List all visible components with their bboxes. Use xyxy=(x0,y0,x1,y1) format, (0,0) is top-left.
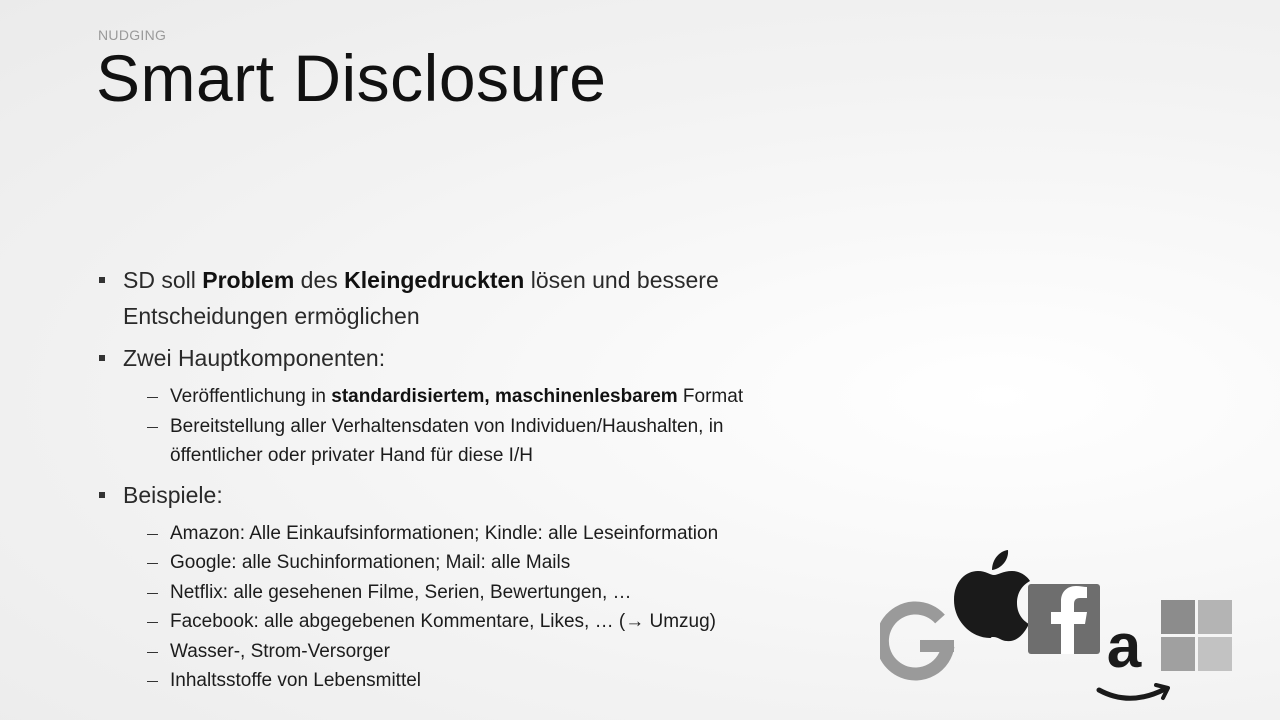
google-icon xyxy=(882,608,954,674)
sub-bullet-item xyxy=(98,637,798,667)
bullet-text: Zwei Hauptkomponenten: xyxy=(123,345,386,371)
sub-bullet-text: Facebook: alle abgegebenen Kommentare, Likes, … (→ Umzug) xyxy=(170,611,716,632)
sub-bullet-list xyxy=(98,519,798,696)
sub-bullet-item xyxy=(98,607,798,637)
facebook-icon xyxy=(1028,584,1100,654)
dash-marker xyxy=(147,593,158,594)
bullet-text: des xyxy=(294,267,345,293)
bullet-item xyxy=(98,340,798,376)
sub-bullet-item xyxy=(98,578,798,608)
slide-title: Smart Disclosure xyxy=(96,41,607,115)
sub-bullet-list xyxy=(98,382,798,471)
sub-bullet-text: Veröffentlichung in xyxy=(170,386,332,407)
bullet-item xyxy=(98,477,798,513)
logos-graphic xyxy=(880,545,1240,715)
sub-bullet-text: Inhaltsstoffe von Lebensmittel xyxy=(170,670,422,691)
dash-marker xyxy=(147,397,158,398)
sub-bullet-bold: standardisiertem, maschinenlesbarem xyxy=(331,386,678,407)
bullet-text: Beispiele: xyxy=(123,481,223,508)
bullet-marker xyxy=(99,355,105,361)
dash-marker xyxy=(147,622,158,623)
bullet-text: SD soll xyxy=(123,267,203,293)
sub-bullet-item xyxy=(98,666,798,696)
apple-icon xyxy=(954,550,1030,641)
sub-bullet-item xyxy=(98,382,798,412)
sub-bullet-item xyxy=(98,548,798,578)
sub-bullet-text: Google: alle Suchinformationen; Mail: alle Mails xyxy=(170,552,571,573)
bullet-marker xyxy=(99,277,105,283)
sub-bullet-item xyxy=(98,412,798,471)
bullet-item xyxy=(98,262,798,334)
company-logos xyxy=(880,545,1240,715)
dash-marker xyxy=(147,681,158,682)
sub-bullet-text: Format xyxy=(677,386,744,407)
section-kicker: NUDGING xyxy=(98,27,167,43)
bullet-bold: Kleingedruckten xyxy=(344,267,525,293)
sub-bullet-text: Netflix: alle gesehenen Filme, Serien, Bewertungen, … xyxy=(170,581,632,603)
dash-marker xyxy=(147,427,158,428)
dash-marker xyxy=(147,652,158,653)
sub-bullet-text: Bereitstellung aller Verhaltensdaten von Individuen/Haushalten, in öffentlicher oder privater Hand für diese I/H xyxy=(170,415,724,466)
amazon-icon xyxy=(1099,612,1168,698)
bullet-marker xyxy=(99,492,105,498)
bullet-text: lösen und bessere Entscheidungen ermöglichen xyxy=(123,267,719,329)
svg-text:a: a xyxy=(1106,612,1142,681)
microsoft-icon xyxy=(1161,600,1232,671)
dash-marker xyxy=(147,563,158,564)
sub-bullet-text: Amazon: Alle Einkaufsinformationen; Kindle: alle Leseinformation xyxy=(170,522,719,544)
bullet-bold: Problem xyxy=(202,267,295,293)
sub-bullet-text: Wasser-, Strom-Versorger xyxy=(170,640,390,662)
bullet-list xyxy=(98,262,798,702)
dash-marker xyxy=(147,534,158,535)
sub-bullet-item xyxy=(98,519,798,549)
